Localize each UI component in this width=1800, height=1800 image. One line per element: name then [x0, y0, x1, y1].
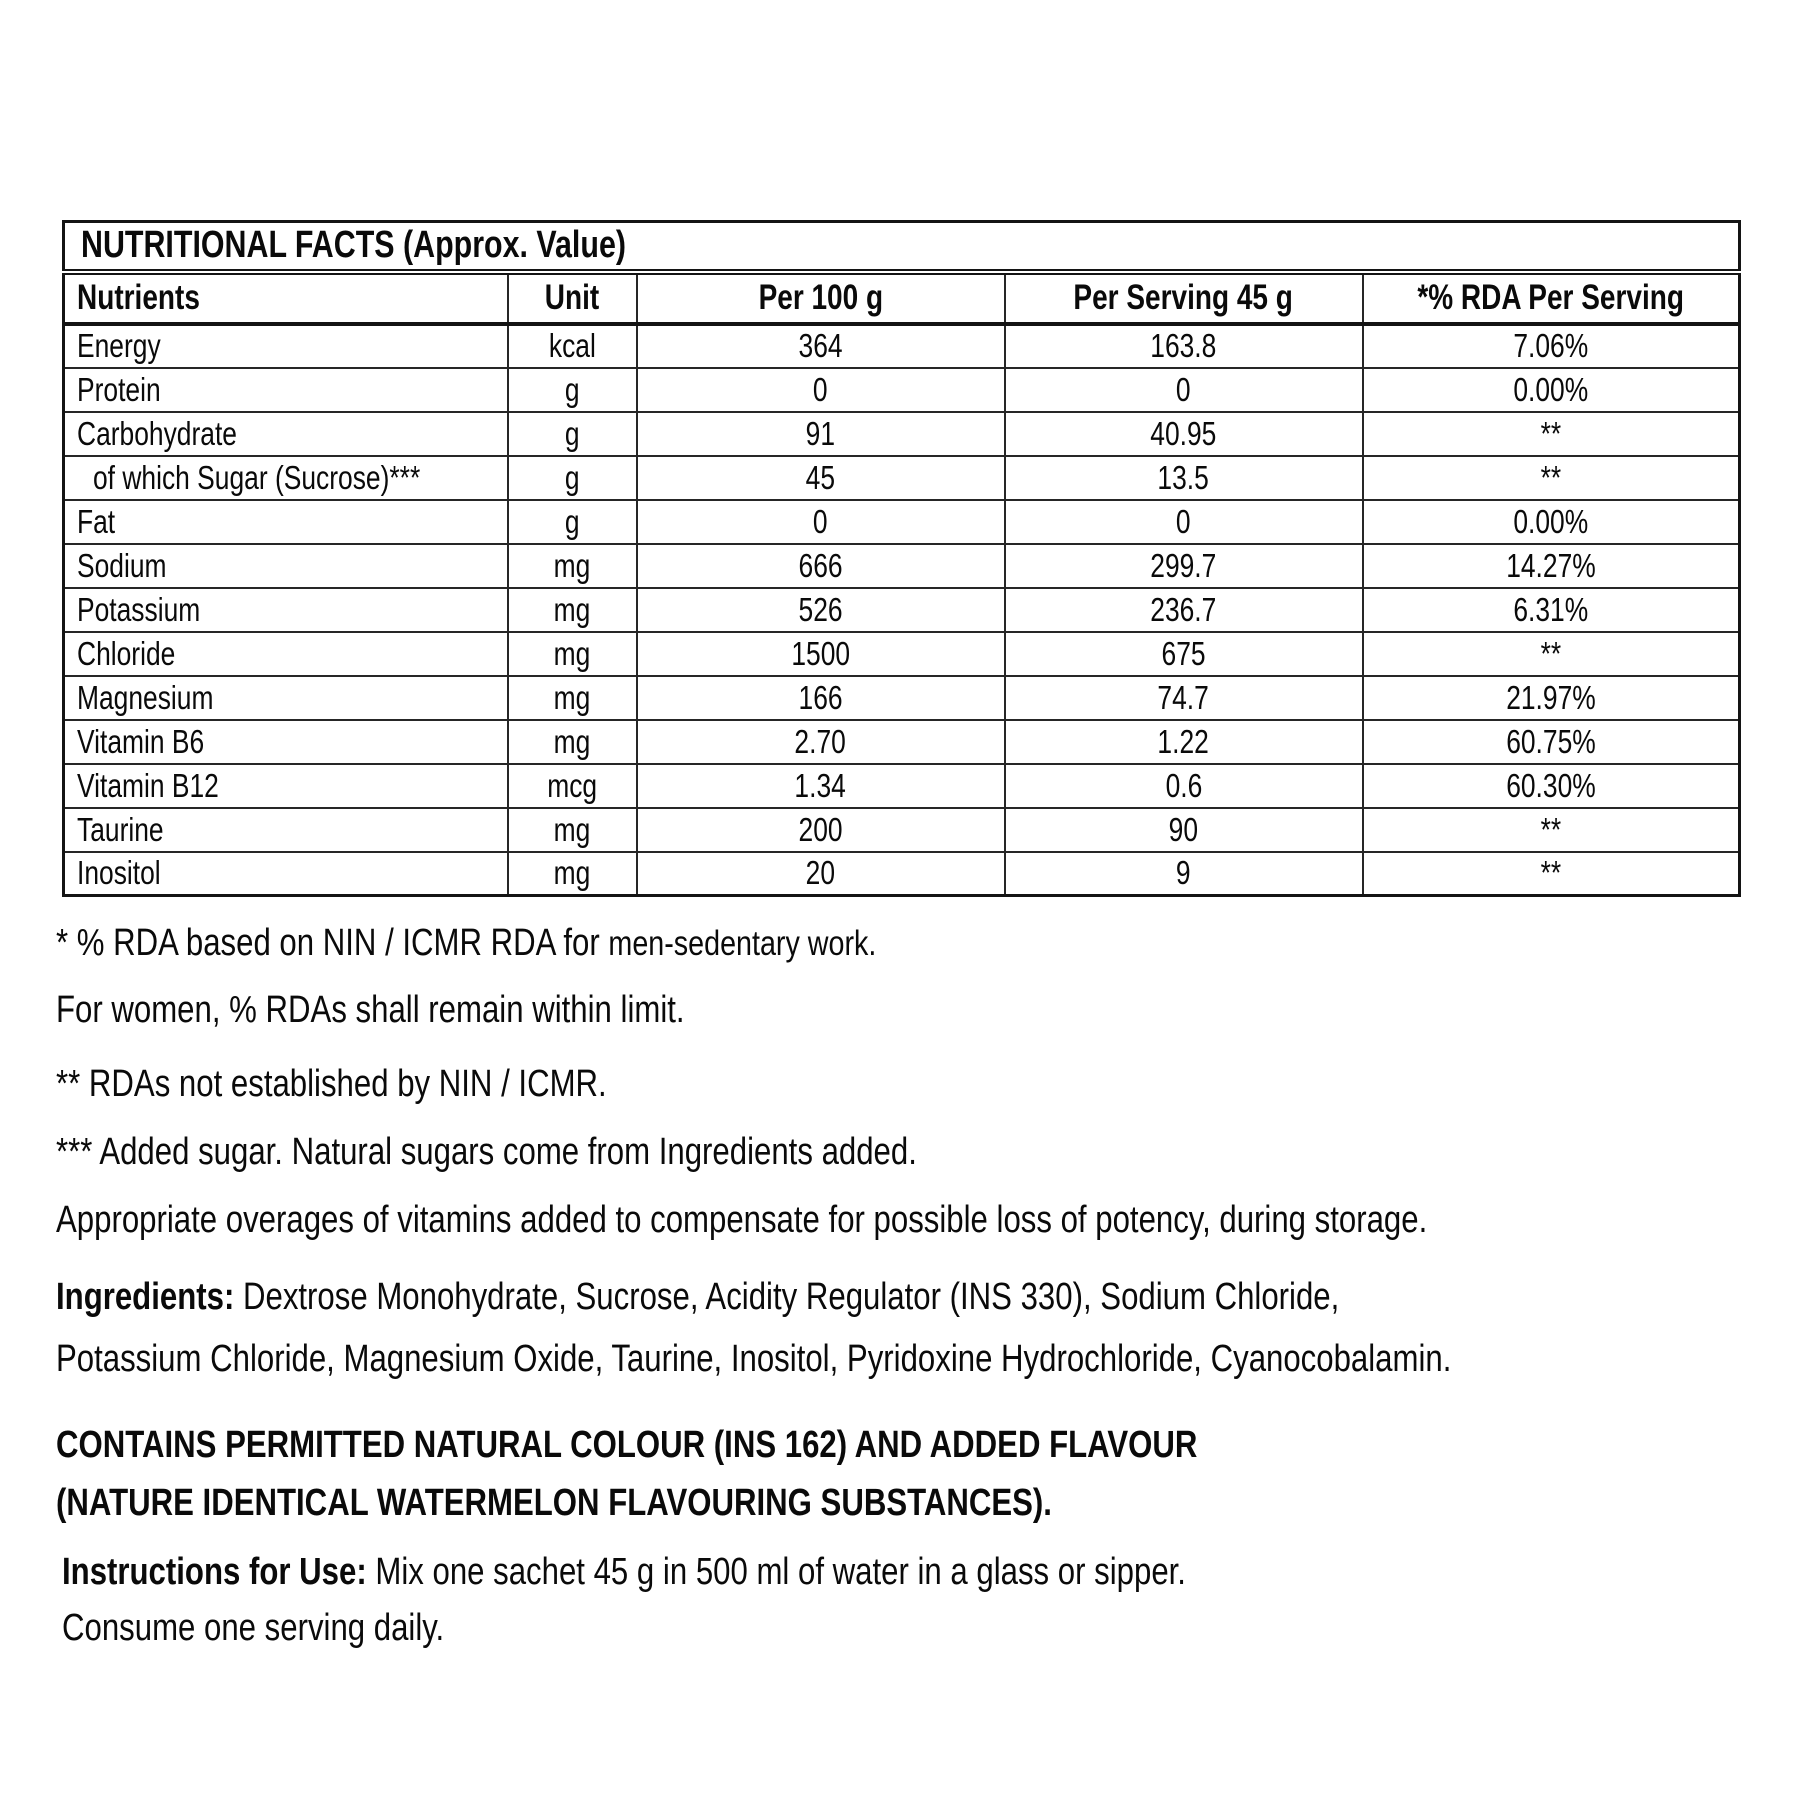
column-header-per-serving: Per Serving 45 g: [1005, 272, 1363, 324]
nutrient-name: Taurine: [77, 810, 164, 848]
cell-rda: [1363, 676, 1740, 720]
table-row: [64, 720, 1740, 764]
rda-value: 14.27%: [1506, 546, 1596, 584]
cell-rda: [1363, 764, 1740, 808]
instructions-label: Instructions for Use:: [62, 1551, 367, 1593]
per-100g-value: 91: [805, 414, 836, 452]
unit-value: mg: [553, 634, 591, 672]
cell-rda: [1363, 852, 1740, 896]
cell-per_100g: [637, 676, 1005, 720]
cell-per_serving: [1005, 544, 1363, 588]
cell-unit: [508, 588, 637, 632]
rda-value: 0.00%: [1513, 502, 1589, 540]
nutrient-name: Chloride: [77, 634, 176, 672]
per-serving-value: 9: [1176, 854, 1191, 892]
nutrient-name: Vitamin B12: [77, 766, 219, 804]
cell-nutrient: [64, 544, 508, 588]
label-notes: [56, 895, 1756, 1656]
unit-value: mg: [553, 590, 591, 628]
footnote-overages: Appropriate overages of vitamins added to compensate for possible loss of potency, during storage.: [56, 1199, 1428, 1241]
contains-line2: (NATURE IDENTICAL WATERMELON FLAVOURING SUBSTANCES).: [56, 1482, 1052, 1524]
cell-nutrient: [64, 456, 508, 500]
unit-value: mg: [553, 722, 591, 760]
rda-value: **: [1540, 810, 1562, 848]
per-serving-value: 0.6: [1165, 766, 1202, 804]
table-row: [64, 368, 1740, 412]
ingredients-label: Ingredients:: [56, 1276, 235, 1318]
cell-nutrient: [64, 588, 508, 632]
cell-nutrient: [64, 676, 508, 720]
cell-nutrient: [64, 324, 508, 368]
cell-per_serving: [1005, 324, 1363, 368]
cell-per_100g: [637, 632, 1005, 676]
cell-nutrient: [64, 412, 508, 456]
per-serving-value: 236.7: [1150, 590, 1217, 628]
per-100g-value: 364: [798, 327, 843, 364]
cell-nutrient: [64, 808, 508, 852]
ingredients-paragraph: [56, 1266, 1756, 1390]
table-row: [64, 676, 1740, 720]
rda-value: **: [1540, 414, 1562, 452]
cell-unit: [508, 368, 637, 412]
cell-per_100g: [637, 720, 1005, 764]
per-serving-value: 40.95: [1150, 414, 1217, 452]
unit-value: g: [564, 370, 580, 408]
rda-value: 7.06%: [1513, 327, 1589, 364]
table-row: [64, 588, 1740, 632]
unit-value: mg: [553, 678, 591, 716]
footnote-added-sugar: *** Added sugar. Natural sugars come from Ingredients added.: [56, 1131, 917, 1173]
nutrition-facts-table: [62, 220, 1741, 897]
nutrient-name: Magnesium: [77, 678, 214, 716]
cell-rda: [1363, 412, 1740, 456]
per-serving-value: 0: [1176, 502, 1191, 540]
per-serving-value: 0: [1176, 370, 1191, 408]
cell-per_100g: [637, 808, 1005, 852]
cell-rda: [1363, 720, 1740, 764]
unit-value: g: [564, 414, 580, 452]
per-100g-value: 0: [813, 502, 828, 540]
rda-value: **: [1540, 854, 1562, 892]
cell-rda: [1363, 588, 1740, 632]
unit-value: kcal: [548, 327, 596, 364]
per-100g-value: 20: [805, 854, 836, 892]
cell-unit: [508, 544, 637, 588]
cell-rda: [1363, 544, 1740, 588]
cell-per_serving: [1005, 852, 1363, 896]
cell-per_100g: [637, 764, 1005, 808]
footnote-women: For women, % RDAs shall remain within limit.: [56, 989, 685, 1031]
cell-unit: [508, 324, 637, 368]
table-body: [64, 324, 1740, 896]
table-row: [64, 764, 1740, 808]
cell-per_serving: [1005, 632, 1363, 676]
unit-value: mg: [553, 854, 591, 892]
cell-per_serving: [1005, 412, 1363, 456]
nutrient-name: Energy: [77, 327, 161, 364]
unit-value: mg: [553, 546, 591, 584]
table-row: [64, 544, 1740, 588]
per-serving-value: 74.7: [1157, 678, 1210, 716]
nutrient-name: Protein: [77, 370, 161, 408]
cell-rda: [1363, 324, 1740, 368]
instructions-line1: Mix one sachet 45 g in 500 ml of water in a glass or sipper.: [375, 1551, 1186, 1593]
cell-unit: [508, 412, 637, 456]
cell-per_serving: [1005, 720, 1363, 764]
cell-rda: [1363, 808, 1740, 852]
per-serving-value: 1.22: [1157, 722, 1210, 760]
cell-per_serving: [1005, 368, 1363, 412]
footnote-rda-basis: * % RDA based on NIN / ICMR RDA for men-sedentary work.: [56, 922, 877, 964]
cell-nutrient: [64, 500, 508, 544]
cell-per_serving: [1005, 808, 1363, 852]
table-header-row: [64, 272, 1740, 324]
rda-value: 6.31%: [1513, 590, 1589, 628]
table-title: NUTRITIONAL FACTS (Approx. Value): [81, 224, 626, 267]
per-serving-value: 90: [1168, 810, 1199, 848]
cell-per_100g: [637, 500, 1005, 544]
cell-rda: [1363, 368, 1740, 412]
table-row: [64, 632, 1740, 676]
column-header-rda: *% RDA Per Serving: [1363, 272, 1740, 324]
rda-value: 21.97%: [1506, 678, 1596, 716]
rda-value: 60.75%: [1506, 722, 1596, 760]
nutrient-name: Fat: [77, 502, 116, 540]
cell-unit: [508, 808, 637, 852]
cell-nutrient: [64, 368, 508, 412]
table-row: [64, 324, 1740, 368]
nutrient-name: Inositol: [77, 854, 161, 892]
contains-statement: [56, 1416, 1756, 1532]
table-title-cell: [64, 222, 1740, 272]
cell-unit: [508, 720, 637, 764]
table-row: [64, 852, 1740, 896]
cell-per_100g: [637, 544, 1005, 588]
table-row: [64, 808, 1740, 852]
cell-per_100g: [637, 324, 1005, 368]
per-100g-value: 1500: [791, 634, 850, 672]
unit-value: g: [564, 458, 580, 496]
cell-per_100g: [637, 412, 1005, 456]
per-serving-value: 13.5: [1157, 458, 1210, 496]
cell-rda: [1363, 500, 1740, 544]
per-serving-value: 299.7: [1150, 546, 1217, 584]
table-title-row: [64, 222, 1740, 272]
cell-nutrient: [64, 632, 508, 676]
cell-unit: [508, 632, 637, 676]
nutrient-name: Vitamin B6: [77, 722, 205, 760]
per-100g-value: 526: [798, 590, 843, 628]
per-100g-value: 0: [813, 370, 828, 408]
per-serving-value: 163.8: [1150, 327, 1217, 364]
nutrient-name: Carbohydrate: [77, 414, 237, 452]
rda-value: 0.00%: [1513, 370, 1589, 408]
column-header-unit: Unit: [508, 272, 637, 324]
table-row: [64, 412, 1740, 456]
table-row: [64, 456, 1740, 500]
per-100g-value: 200: [798, 810, 843, 848]
cell-per_100g: [637, 852, 1005, 896]
per-100g-value: 1.34: [794, 766, 847, 804]
cell-unit: [508, 456, 637, 500]
cell-per_100g: [637, 456, 1005, 500]
cell-nutrient: [64, 764, 508, 808]
cell-per_100g: [637, 368, 1005, 412]
per-100g-value: 45: [805, 458, 836, 496]
nutrient-name: Potassium: [77, 590, 201, 628]
cell-per_serving: [1005, 764, 1363, 808]
cell-per_serving: [1005, 500, 1363, 544]
cell-unit: [508, 852, 637, 896]
instructions-line2: Consume one serving daily.: [62, 1607, 445, 1649]
cell-per_serving: [1005, 456, 1363, 500]
per-100g-value: 666: [798, 546, 843, 584]
nutrient-name: Sodium: [77, 546, 167, 584]
rda-value: 60.30%: [1506, 766, 1596, 804]
per-100g-value: 166: [798, 678, 843, 716]
contains-line1: CONTAINS PERMITTED NATURAL COLOUR (INS 162) AND ADDED FLAVOUR: [56, 1424, 1198, 1466]
cell-nutrient: [64, 852, 508, 896]
cell-per_serving: [1005, 588, 1363, 632]
cell-nutrient: [64, 720, 508, 764]
unit-value: g: [564, 502, 580, 540]
ingredients-line1: Dextrose Monohydrate, Sucrose, Acidity Regulator (INS 330), Sodium Chloride,: [242, 1276, 1340, 1318]
unit-value: mg: [553, 810, 591, 848]
rda-value: **: [1540, 634, 1562, 672]
table-row: [64, 500, 1740, 544]
per-100g-value: 2.70: [794, 722, 847, 760]
column-header-per-100g: Per 100 g: [637, 272, 1005, 324]
unit-value: mcg: [547, 766, 597, 804]
column-header-nutrients: Nutrients: [64, 272, 508, 324]
per-serving-value: 675: [1161, 634, 1206, 672]
instructions-paragraph: [56, 1544, 1756, 1656]
cell-unit: [508, 676, 637, 720]
footnote-not-established: ** RDAs not established by NIN / ICMR.: [56, 1063, 607, 1105]
cell-per_100g: [637, 588, 1005, 632]
nutrient-name: of which Sugar (Sucrose)***: [93, 458, 421, 496]
rda-value: **: [1540, 458, 1562, 496]
ingredients-line2: Potassium Chloride, Magnesium Oxide, Taurine, Inositol, Pyridoxine Hydrochloride, Cyanocobalamin.: [56, 1338, 1452, 1380]
cell-rda: [1363, 456, 1740, 500]
cell-per_serving: [1005, 676, 1363, 720]
cell-unit: [508, 500, 637, 544]
cell-unit: [508, 764, 637, 808]
cell-rda: [1363, 632, 1740, 676]
